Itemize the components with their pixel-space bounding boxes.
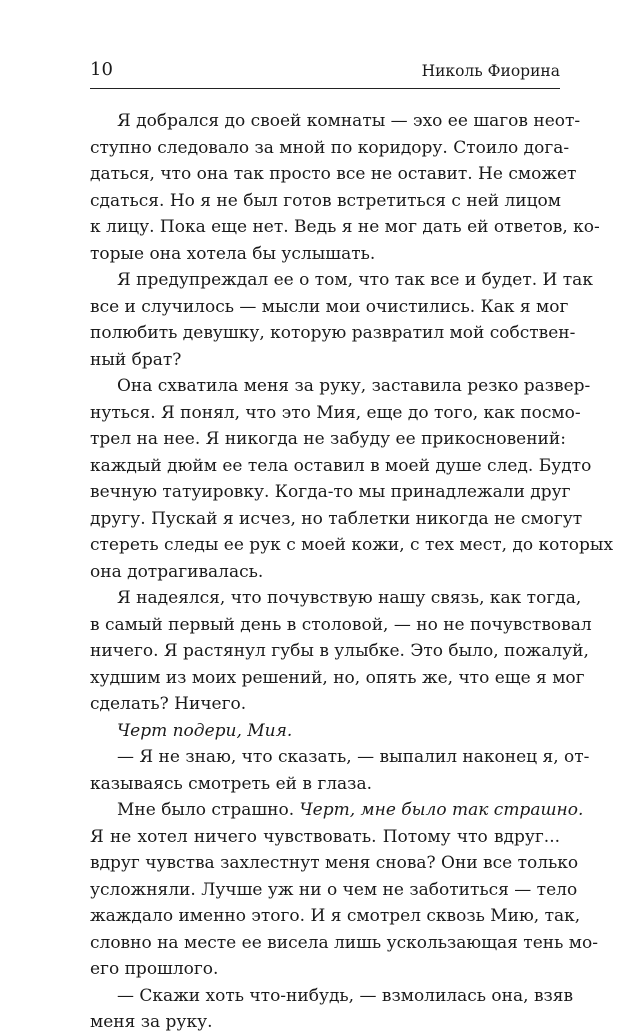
- text-line: жаждало именно этого. И я смотрел сквозь Мию, так,: [90, 906, 581, 926]
- text-line: — Скажи хоть что-нибудь, — взмолилась она, взяв: [117, 985, 574, 1006]
- text-line: Я надеялся, что почувствую нашу связь, как тогда,: [117, 588, 582, 608]
- paragraph: [90, 797, 598, 983]
- paragraph: [90, 718, 560, 745]
- italic-run: Черт подери, Мия.: [117, 720, 293, 741]
- text-line: она дотрагивалась.: [90, 561, 264, 582]
- paragraph: [90, 267, 593, 373]
- text-line: его прошлого.: [90, 959, 219, 979]
- text-line: торые она хотела бы услышать.: [90, 243, 376, 264]
- paragraph: [90, 744, 590, 797]
- text-line: все и случилось — мысли мои очистились. Как я мог: [90, 296, 569, 317]
- text-line: [90, 718, 560, 745]
- text-line: вдруг чувства захлестнут меня снова? Они все только: [90, 853, 579, 873]
- paragraph: [90, 108, 600, 267]
- text-line: ничего. Я растянул губы в улыбке. Это было, пожалуй,: [90, 641, 589, 661]
- running-head-author: Николь Фиорина: [421, 62, 560, 80]
- text-line: другу. Пускай я исчез, но таблетки никогда не смогут: [90, 508, 583, 529]
- text-line: трел на нее. Я никогда не забуду ее прикосновений:: [90, 429, 566, 449]
- text-line: казываясь смотреть ей в глаза.: [90, 773, 372, 794]
- text-line: [90, 797, 584, 824]
- text-line: Я не хотел ничего чувствовать. Потому что вдруг...: [90, 826, 560, 847]
- text-line: Она схватила меня за руку, заставила резко развер-: [117, 376, 591, 396]
- text-line: меня за руку.: [90, 1012, 213, 1032]
- text-line: Я добрался до своей комнаты — эхо ее шагов неот-: [117, 111, 581, 131]
- text-line: даться, что она так просто все не оставит. Не сможет: [90, 164, 577, 184]
- page-header: [90, 58, 560, 89]
- text-run: Мне было страшно.: [117, 800, 300, 820]
- text-line: каждый дюйм ее тела оставил в моей душе след. Будто: [90, 455, 592, 476]
- text-line: усложняли. Лучше уж ни о чем не заботиться — тело: [90, 879, 578, 900]
- paragraph: [90, 983, 574, 1036]
- italic-run: Черт, мне было так страшно.: [299, 800, 584, 820]
- text-line: полюбить девушку, которую развратил мой собствен-: [90, 323, 576, 343]
- paragraph: [90, 585, 592, 718]
- text-line: худшим из моих решений, но, опять же, что еще я мог: [90, 667, 585, 688]
- text-body: [90, 108, 614, 1036]
- text-line: Я предупреждал ее о том, что так все и будет. И так: [117, 270, 593, 290]
- paragraph: [90, 373, 614, 585]
- text-line: вечную татуировку. Когда-то мы принадлежали друг: [90, 482, 571, 502]
- text-line: в самый первый день в столовой, — но не почувствовал: [90, 614, 592, 635]
- text-line: — Я не знаю, что сказать, — выпалил наконец я, от-: [117, 747, 590, 767]
- text-line: ступно следовало за мной по коридору. Стоило дога-: [90, 137, 570, 158]
- text-line: словно на месте ее висела лишь ускользающая тень мо-: [90, 932, 598, 953]
- text-line: ный брат?: [90, 349, 182, 370]
- text-line: сделать? Ничего.: [90, 694, 247, 714]
- page-number: 10: [90, 59, 113, 80]
- text-line: сдаться. Но я не был готов встретиться с ней лицом: [90, 190, 562, 211]
- text-line: к лицу. Пока еще нет. Ведь я не мог дать ей ответов, ко-: [90, 217, 600, 237]
- text-line: нуться. Я понял, что это Мия, еще до того, как посмо-: [90, 402, 581, 423]
- text-line: стереть следы ее рук с моей кожи, с тех мест, до которых: [90, 535, 614, 555]
